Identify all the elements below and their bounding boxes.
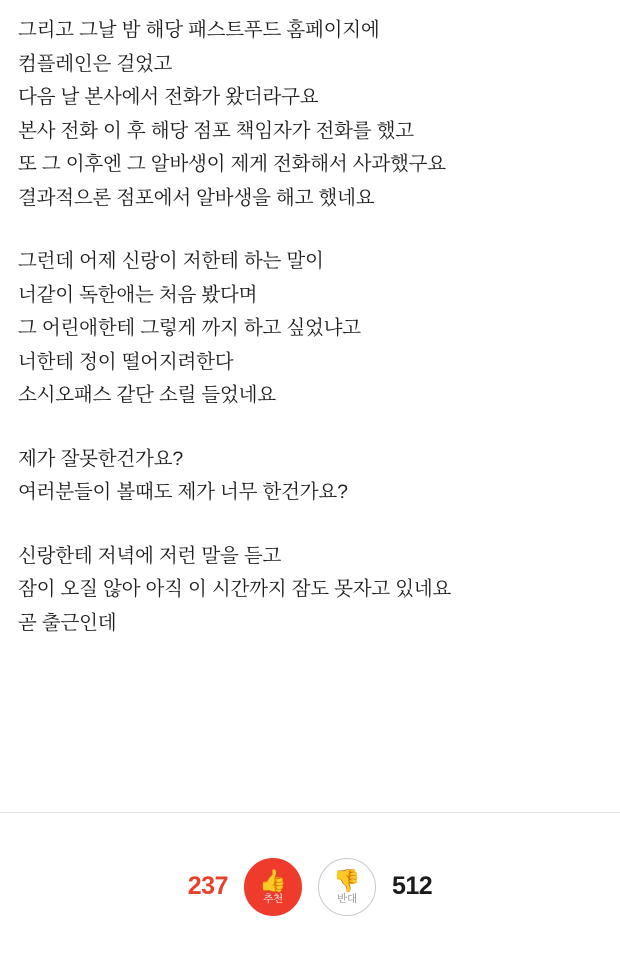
paragraph	[18, 14, 602, 215]
downvote-label: 반대	[337, 893, 357, 905]
paragraph	[18, 245, 602, 413]
post-line: 다음 날 본사에서 전화가 왔더라구요	[18, 86, 319, 108]
post-line: 너같이 독한애는 처음 봤다며	[18, 283, 258, 306]
downvote-count: 512	[392, 872, 433, 900]
post-line: 컴플레인은 걸었고	[18, 52, 173, 75]
vote-bar	[0, 813, 620, 960]
post-line: 그리고 그날 밤 해당 패스트푸드 홈페이지에	[18, 19, 380, 41]
thumbs-down-icon: 👎	[333, 868, 361, 893]
post-line: 잠이 오질 않아 아직 이 시간까지 잠도 못자고 있네요	[18, 578, 452, 600]
upvote-label: 추천	[263, 893, 283, 905]
upvote-count: 237	[187, 872, 228, 900]
post-line: 그런데 어제 신랑이 저한테 하는 말이	[18, 250, 324, 272]
post-line: 여러분들이 볼때도 제가 너무 한건가요?	[18, 481, 348, 503]
post-line: 제가 잘못한건가요?	[18, 447, 183, 470]
upvote-button[interactable]	[244, 858, 302, 916]
post-line: 그 어린애한테 그렇게 까지 하고 싶었냐고	[18, 317, 361, 339]
post-line: 결과적으론 점포에서 알바생을 해고 했네요	[18, 186, 375, 209]
post-line: 신랑한테 저녁에 저런 말을 듣고	[18, 544, 282, 567]
downvote-button[interactable]	[318, 858, 376, 916]
post-line: 소시오패스 같단 소릴 들었네요	[18, 384, 276, 406]
thumbs-up-icon: 👍	[259, 868, 287, 893]
post-line: 곧 출근인데	[18, 611, 117, 634]
post-line: 본사 전화 이 후 해당 점포 책임자가 전화를 했고	[18, 119, 414, 142]
paragraph	[18, 540, 602, 641]
paragraph	[18, 443, 602, 510]
post-line: 또 그 이후엔 그 알바생이 제게 전화해서 사과했구요	[18, 153, 446, 175]
post-line: 너한테 정이 떨어지려한다	[18, 350, 234, 373]
